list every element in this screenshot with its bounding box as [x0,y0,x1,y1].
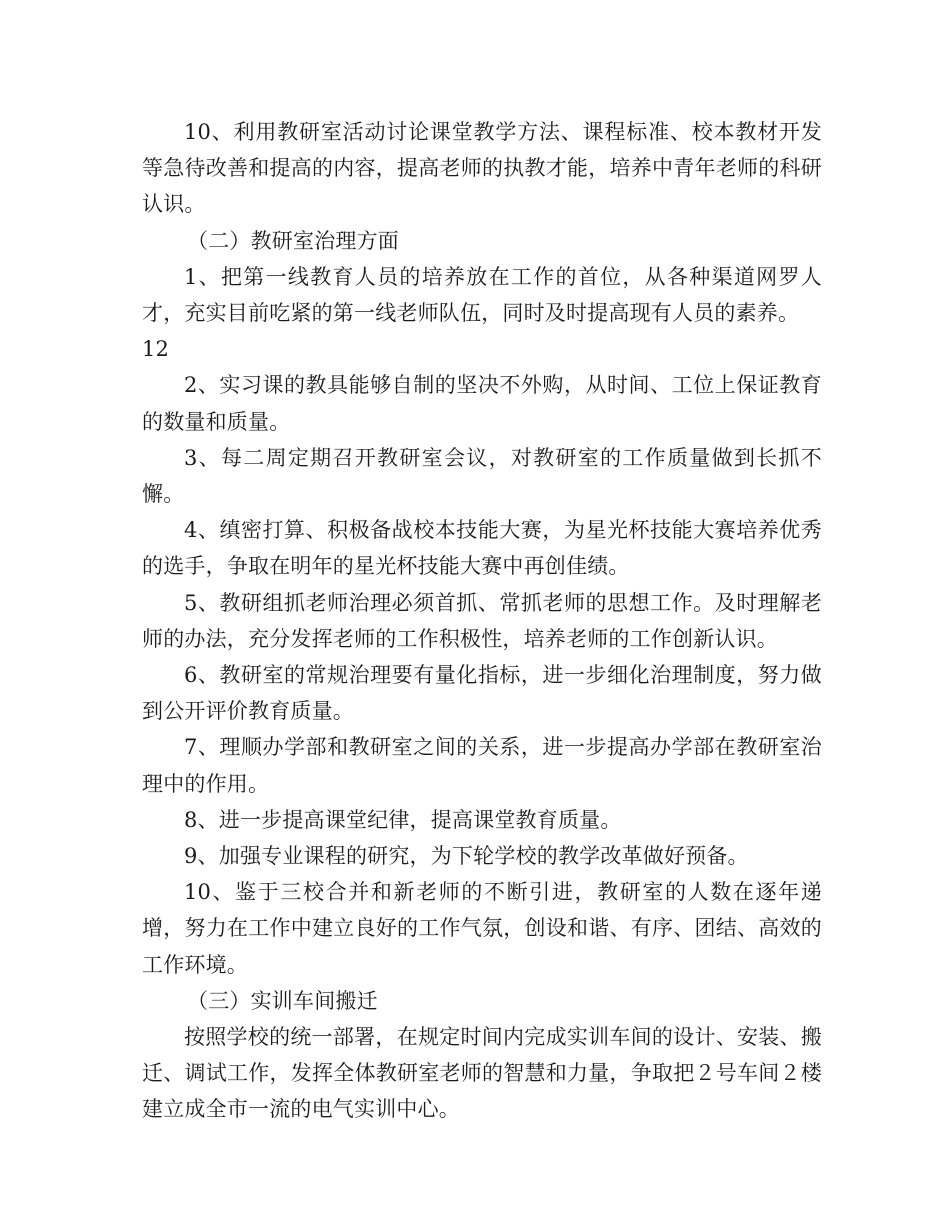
paragraph-item-9: 9、加强专业课程的研究，为下轮学校的教学改革做好预备。 [184,844,749,869]
paragraph-item-6: 6、教研室的常规治理要有量化指标，进一步细化治理制度，努力做到公开评价教育质量。 [142,663,822,724]
section-heading-workshop-relocation: （三）实训车间搬迁 [187,988,378,1013]
paragraph-item-10-research: 10、利用教研室活动讨论课堂教学方法、课程标准、校本教材开发等急待改善和提高的内容，提高老师的执教才能，培养中青年老师的科研认识。 [142,120,822,217]
paragraph-item-5: 5、教研组抓老师治理必须首抓、常抓老师的思想工作。及时理解老师的办法，充分发挥老师的工作积极性，培养老师的工作创新认识。 [142,590,822,651]
document-body [142,114,822,1128]
paragraph-item-2: 2、实习课的教具能够自制的坚决不外购，从时间、工位上保证教育的数量和质量。 [142,373,822,434]
paragraph-item-7: 7、理顺办学部和教研室之间的关系，进一步提高办学部在教研室治理中的作用。 [142,735,822,796]
paragraph-item-3: 3、每二周定期召开教研室会议，对教研室的工作质量做到长抓不懈。 [142,445,822,507]
paragraph-item-4: 4、缜密打算、积极备战校本技能大赛，为星光杯技能大赛培养优秀的选手，争取在明年的星光杯技能大赛中再创佳绩。 [142,518,822,579]
paragraph-item-8: 8、进一步提高课堂纪律，提高课堂教育质量。 [184,807,622,832]
paragraph-item-10-environment: 10、鉴于三校合并和新老师的不断引进，教研室的人数在逐年递增，努力在工作中建立良好的工作气氛，创设和谐、有序、团结、高效的工作环境。 [142,880,822,977]
section-heading-management: （二）教研室治理方面 [187,228,399,253]
paragraph-item-1: 1、把第一线教育人员的培养放在工作的首位，从各种渠道网罗人才，充实目前吃紧的第一线老师队伍，同时及时提高现有人员的素养。 [142,264,822,326]
paragraph-workshop-relocation: 按照学校的统一部署，在规定时间内完成实训车间的设计、安装、搬迁、调试工作，发挥全体教研室老师的智慧和力量，争取把２号车间２楼建立成全市一流的电气实训中心。 [142,1025,822,1122]
page-number-marker: 12 [142,337,170,362]
